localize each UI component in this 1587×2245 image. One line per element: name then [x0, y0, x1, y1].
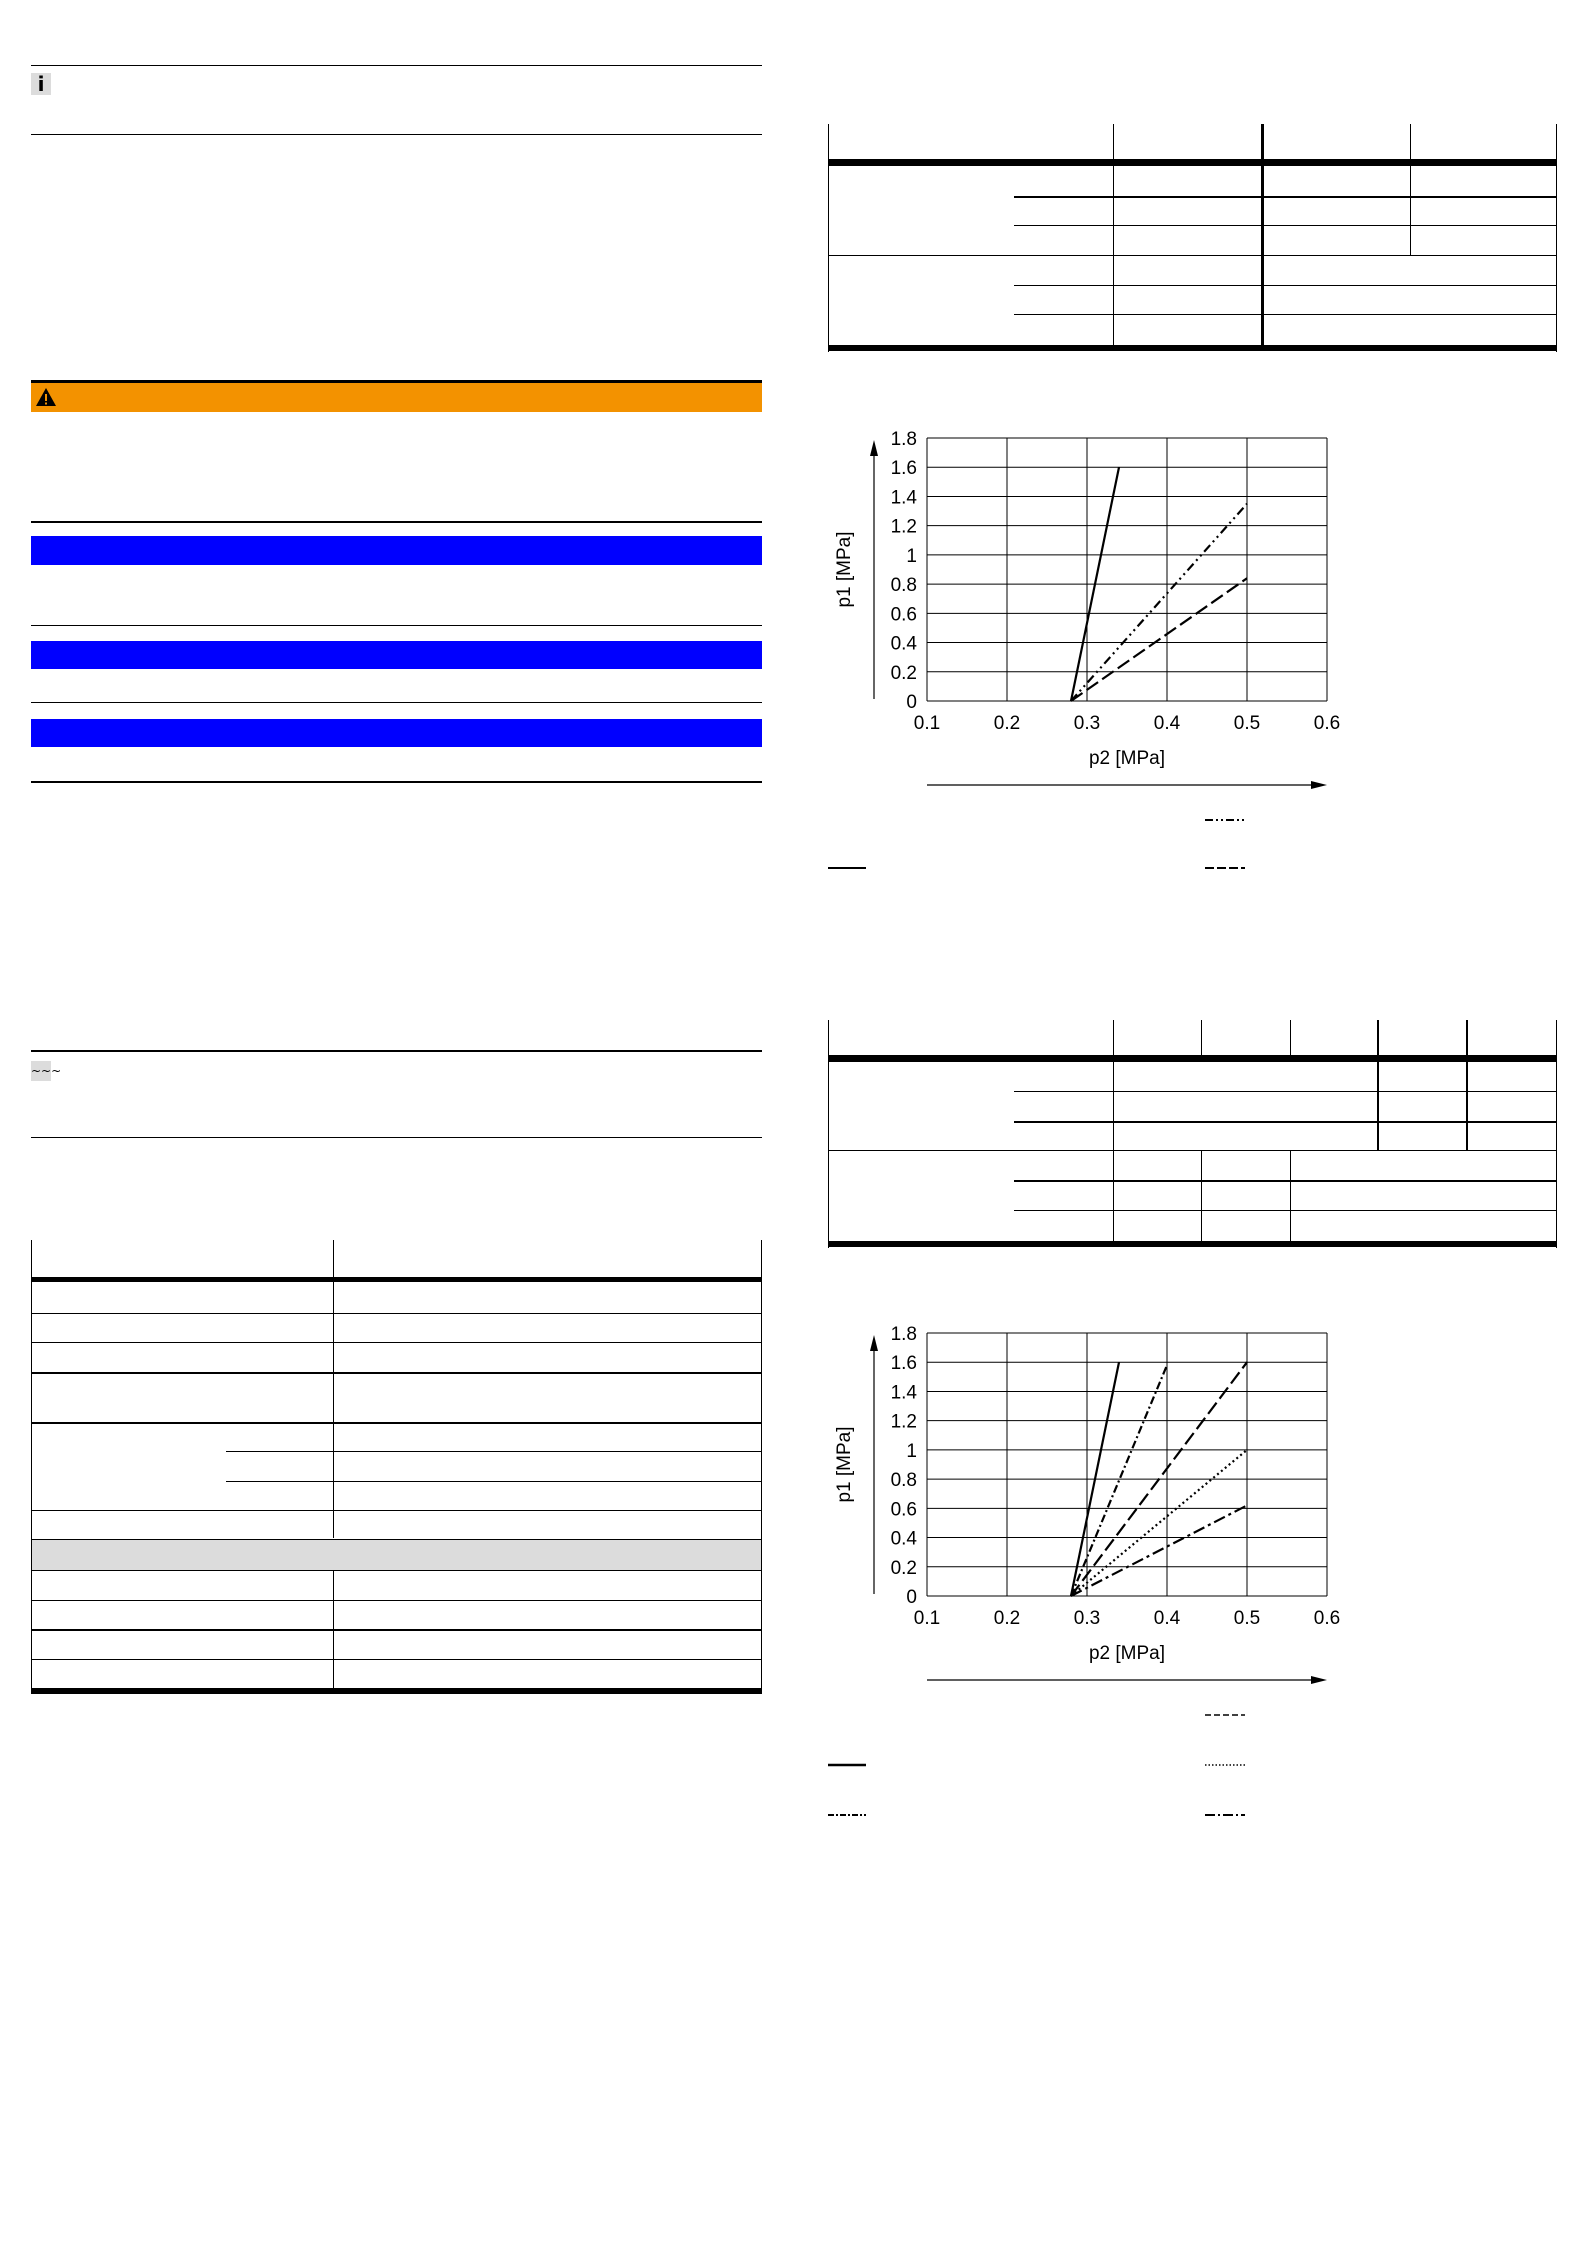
rt2-group-rule [828, 1150, 1557, 1151]
left-table-row-rule [31, 1570, 762, 1571]
left-table-row-rule [31, 1342, 762, 1343]
left-table-gray-row [31, 1540, 762, 1570]
y-tick-label: 1.4 [890, 487, 917, 509]
x-axis-arrowhead [1311, 1676, 1327, 1684]
left-table-header-rule [31, 1277, 762, 1282]
rt1-subrow [1014, 225, 1557, 226]
info-icon: i [31, 73, 51, 95]
rt2-col [1290, 1150, 1291, 1244]
y-tick-label: 1.4 [890, 1382, 917, 1404]
rt1-subrow [1014, 314, 1557, 315]
rt2-subrow-bold [1014, 1180, 1557, 1182]
y-tick-label: 1.8 [890, 1324, 917, 1345]
x-tick-label: 0.5 [1233, 713, 1261, 734]
section-rule-3 [31, 702, 762, 703]
left-table-row-rule [31, 1372, 762, 1374]
section-rule-2 [31, 625, 762, 626]
x-axis-arrowhead [1311, 781, 1327, 789]
x-tick-label: 0.3 [1073, 1608, 1101, 1629]
note-bottom-rule [31, 1137, 762, 1138]
left-table-right-edge [761, 1240, 762, 1298]
note-top-rule [31, 1050, 762, 1052]
y-tick-label: 0.2 [890, 1557, 917, 1579]
y-tick-label: 0.4 [890, 1528, 917, 1550]
warning-bar [31, 383, 762, 412]
left-table-left-edge [31, 1240, 32, 1298]
left-table-subrow-rule [226, 1481, 762, 1482]
x-tick-label: 0.1 [913, 713, 941, 734]
y-axis-arrowhead [870, 440, 878, 456]
y-axis-label: p1 [MPa] [834, 531, 855, 608]
chart-2-legend [820, 1705, 1260, 1825]
rt1-bottom-rule [828, 345, 1557, 351]
section-rule-1 [31, 521, 762, 523]
x-axis-label: p2 [MPa] [1088, 748, 1166, 769]
rt1-header-rule [828, 159, 1557, 166]
x-tick-label: 0.1 [913, 1608, 941, 1629]
series-line-dash-dot [1071, 1365, 1167, 1596]
top-rule [31, 65, 762, 66]
y-tick-label: 0.8 [890, 1470, 917, 1492]
rt1-subrow [1014, 285, 1557, 286]
y-tick-label: 0.8 [890, 575, 917, 597]
y-tick-label: 0 [906, 692, 917, 713]
info-bottom-rule [31, 134, 762, 135]
notice-bar-3 [31, 719, 762, 747]
rt1-col [1410, 124, 1411, 255]
notice-bar-1 [31, 536, 762, 565]
note-icon: ~~~ [31, 1061, 51, 1081]
y-tick-label: 1.8 [890, 429, 917, 450]
left-table-col-divider [333, 1570, 334, 1688]
rt1-subrow-bold [1014, 196, 1557, 198]
y-tick-label: 0 [906, 1587, 917, 1608]
left-table-row-rule [31, 1629, 762, 1631]
y-tick-label: 1.2 [890, 516, 917, 538]
x-tick-label: 0.2 [993, 713, 1021, 734]
x-tick-label: 0.6 [1313, 713, 1341, 734]
rt2-col [1290, 1020, 1291, 1060]
left-table-row-rule [31, 1313, 762, 1314]
x-tick-label: 0.4 [1153, 1608, 1181, 1629]
y-tick-label: 1 [906, 545, 917, 567]
y-tick-label: 0.6 [890, 1499, 917, 1521]
rt2-header-rule [828, 1055, 1557, 1062]
left-table-row-rule [31, 1600, 762, 1601]
rt1-group-rule [828, 255, 1557, 256]
rt2-subrow [1014, 1091, 1557, 1092]
rt2-bottom-rule [828, 1241, 1557, 1247]
left-table-col-divider-top [333, 1240, 334, 1538]
x-tick-label: 0.2 [993, 1608, 1021, 1629]
left-table-bottom-rule [31, 1688, 762, 1694]
series-line-dash-dot-long [1071, 1505, 1247, 1596]
y-tick-label: 1 [906, 1440, 917, 1462]
left-table-row-rule [31, 1659, 762, 1660]
chart-1-legend [820, 810, 1260, 870]
y-tick-label: 0.2 [890, 662, 917, 684]
rt2-col [1201, 1020, 1202, 1060]
y-axis-arrowhead [870, 1335, 878, 1351]
left-table-row-rule [31, 1510, 762, 1511]
x-tick-label: 0.4 [1153, 713, 1181, 734]
y-tick-label: 1.6 [890, 458, 917, 480]
section-rule-4 [31, 781, 762, 783]
y-tick-label: 1.2 [890, 1411, 917, 1433]
rt2-col-bold [1377, 1020, 1379, 1150]
y-tick-label: 1.6 [890, 1353, 917, 1375]
y-tick-label: 0.6 [890, 604, 917, 626]
rt2-col-bold [1466, 1020, 1468, 1150]
x-axis-label: p2 [MPa] [1088, 1643, 1166, 1664]
rt2-subrow-bold [1014, 1121, 1557, 1123]
rt2-col [1201, 1150, 1202, 1244]
left-table-subrow-rule [226, 1451, 762, 1452]
left-table-row-rule [31, 1422, 762, 1424]
x-tick-label: 0.3 [1073, 713, 1101, 734]
left-table-left-edge [31, 1298, 32, 1694]
notice-bar-2 [31, 641, 762, 669]
series-line-dashed [1071, 578, 1247, 701]
rt2-subrow [1014, 1210, 1557, 1211]
y-tick-label: 0.4 [890, 633, 917, 655]
warning-triangle-icon [35, 387, 57, 407]
y-axis-label: p1 [MPa] [834, 1426, 855, 1503]
x-tick-label: 0.6 [1313, 1608, 1341, 1629]
x-tick-label: 0.5 [1233, 1608, 1261, 1629]
left-table-right-edge [761, 1298, 762, 1694]
